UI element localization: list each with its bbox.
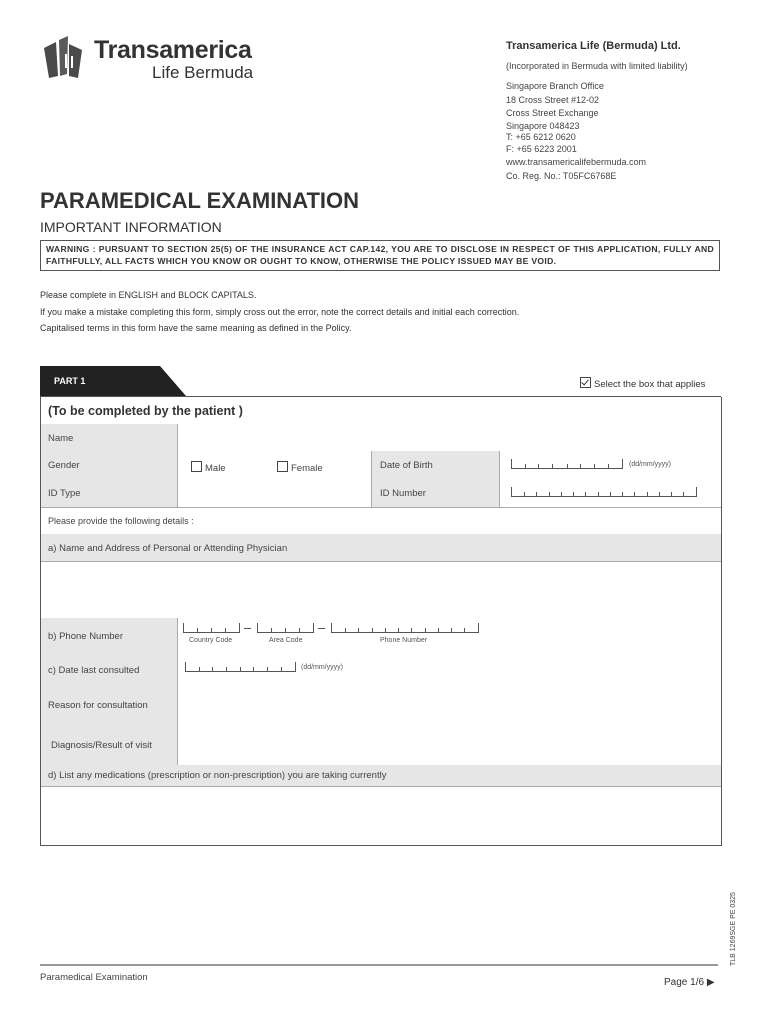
female-label: Female (291, 463, 323, 474)
company-tel: T: +65 6212 0620 (506, 131, 576, 142)
gender-row (41, 451, 721, 480)
physician-label: a) Name and Address of Personal or Attending Physician (48, 543, 288, 554)
medications-label: d) List any medications (prescription or non-prescription) you are taking currently (48, 770, 387, 781)
country-code-label: Country Code (189, 637, 233, 644)
diagnosis-row (41, 726, 721, 766)
physician-field[interactable] (41, 561, 721, 619)
company-info (506, 40, 688, 183)
footer-rule (40, 964, 718, 966)
instruction-2: If you make a mistake completing this form, simply cross out the error, note the correct details and initial each correction. (40, 307, 520, 317)
dob-hint: (dd/mm/yyyy) (629, 461, 671, 468)
company-address-2: Cross Street Exchange (506, 108, 599, 118)
area-code-input[interactable] (257, 623, 314, 633)
medications-field[interactable] (41, 786, 721, 845)
part-label: PART 1 (54, 376, 86, 386)
company-address-3: Singapore 048423 (506, 120, 580, 131)
id-type-field[interactable] (178, 479, 371, 507)
checkbox-checked-icon (580, 377, 591, 388)
instruction-1: Please complete in ENGLISH and BLOCK CAPITALS. (40, 290, 257, 300)
company-address-1: 18 Cross Street #12-02 (506, 94, 600, 105)
id-row (41, 479, 721, 508)
last-consulted-hint: (dd/mm/yyyy) (301, 664, 343, 671)
patient-form (40, 397, 722, 846)
dob-input[interactable] (511, 459, 623, 469)
phone-number-label: Phone Number (380, 637, 428, 644)
male-option[interactable] (191, 461, 226, 474)
reason-label: Reason for consultation (48, 700, 148, 711)
company-incorporated: (Incorporated in Bermuda with limited liability) (506, 60, 688, 71)
select-box-legend-text: Select the box that applies (594, 379, 706, 390)
female-option[interactable] (277, 461, 323, 474)
logo-sub-text: Life Bermuda (152, 63, 254, 82)
id-number-input[interactable] (511, 487, 697, 497)
id-type-label: ID Type (48, 488, 81, 499)
logo-brand-text: Transamerica (94, 36, 252, 64)
id-number-label: ID Number (380, 488, 426, 499)
name-field[interactable] (178, 424, 721, 451)
section-title: (To be completed by the patient ) (48, 404, 243, 418)
instruction-3: Capitalised terms in this form have the same meaning as defined in the Policy. (40, 323, 352, 333)
select-box-legend (580, 377, 705, 390)
section-header-row (41, 397, 721, 425)
page-title: PARAMEDICAL EXAMINATION (40, 188, 359, 213)
phone-label: b) Phone Number (48, 631, 123, 642)
male-checkbox[interactable] (191, 461, 202, 472)
transamerica-logo-icon (42, 34, 88, 80)
company-name: Transamerica Life (Bermuda) Ltd. (506, 40, 681, 52)
form-code: TLB 1269SGE PE 0325 (730, 892, 737, 966)
company-branch: Singapore Branch Office (506, 81, 604, 91)
female-checkbox[interactable] (277, 461, 288, 472)
reason-field[interactable] (178, 685, 721, 726)
last-consulted-label: c) Date last consulted (48, 665, 140, 676)
diagnosis-field[interactable] (178, 726, 721, 765)
area-code-label: Area Code (269, 637, 303, 644)
page-indicator: Page 1/6 ▶ (664, 977, 715, 988)
provide-label: Please provide the following details : (48, 516, 194, 526)
male-label: Male (205, 463, 226, 474)
warning-box: WARNING : PURSUANT TO SECTION 25(5) OF THE INSURANCE ACT CAP.142, YOU ARE TO DISCLOSE IN RESPECT OF THIS APPLICATION, FULLY AND FAITHFULLY, ALL FACTS WHICH YOU KNOW OR OUGHT TO KNOW, OTHERWISE THE POLICY ISSUED MAY BE VOID. (40, 240, 720, 271)
country-code-input[interactable] (183, 623, 240, 633)
company-web: www.transamericalifebermuda.com (506, 157, 647, 167)
company-fax: F: +65 6223 2001 (506, 143, 577, 154)
phone-row (41, 618, 721, 655)
last-consulted-input[interactable] (185, 662, 296, 672)
dob-label: Date of Birth (380, 460, 433, 471)
medications-header-row (41, 765, 721, 787)
phone-number-input[interactable] (331, 623, 479, 633)
page-subtitle: IMPORTANT INFORMATION (40, 219, 222, 235)
gender-label: Gender (48, 460, 80, 471)
last-consulted-row (41, 654, 721, 686)
footer-title: Paramedical Examination (40, 972, 148, 983)
company-reg: Co. Reg. No.: T05FC6768E (506, 170, 617, 181)
name-row (41, 424, 721, 452)
name-label: Name (48, 433, 74, 444)
physician-header-row (41, 534, 721, 562)
diagnosis-label: Diagnosis/Result of visit (51, 740, 152, 751)
provide-row (41, 507, 721, 535)
reason-row (41, 685, 721, 727)
